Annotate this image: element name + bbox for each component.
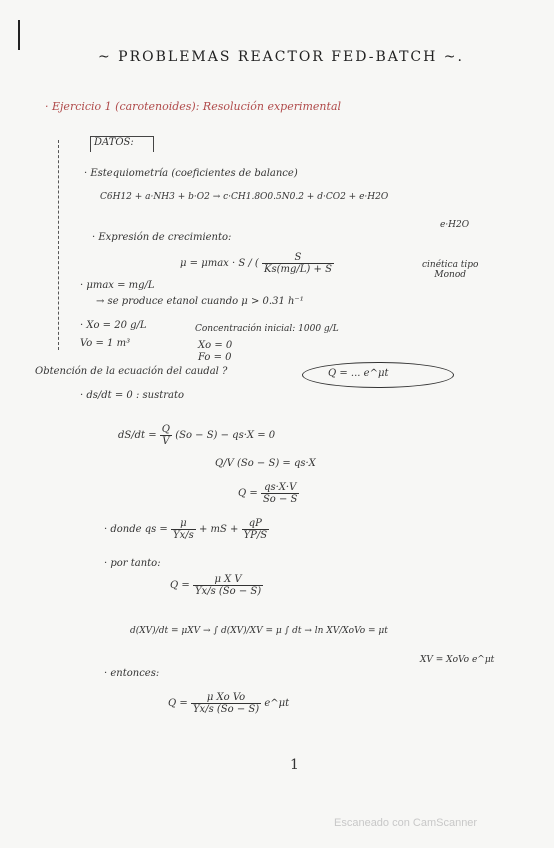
line-substrate: · ds/dt = 0 : sustrato xyxy=(80,390,185,401)
line-stoichiometry: · Estequiometría (coeficientes de balance) xyxy=(84,168,298,179)
margin-dashed-line xyxy=(58,140,60,350)
line-f0-zero: Fo = 0 xyxy=(198,352,232,363)
line-therefore: · por tanto: xyxy=(104,558,161,569)
line-ethanol: → se produce etanol cuando μ > 0.31 h⁻¹ xyxy=(96,296,304,307)
eq4-denominator: Yx/s (So − S) xyxy=(194,586,262,597)
monod-note-bottom: Monod xyxy=(434,270,467,280)
qs-fraction-1 xyxy=(171,518,196,541)
equation-qs xyxy=(104,518,269,541)
qs-lhs: · donde qs = xyxy=(104,524,168,535)
eq4-lhs: Q = xyxy=(170,580,190,591)
equation-3 xyxy=(238,482,299,505)
mu-equation xyxy=(180,252,334,275)
equation-4 xyxy=(170,574,263,597)
exercise-heading: · Ejercicio 1 (carotenoides): Resolución experimental xyxy=(45,100,342,113)
mu-numerator: S xyxy=(262,252,334,264)
eq5-lhs: d(XV)/dt = μXV → xyxy=(130,626,211,636)
line-growth-expression: · Expresión de crecimiento: xyxy=(92,232,232,243)
page-title: ~ PROBLEMAS REACTOR FED-BATCH ~. xyxy=(98,49,464,65)
monod-note-top: cinética tipo xyxy=(422,260,479,270)
line-then: · entonces: xyxy=(104,668,160,679)
monod-note xyxy=(420,260,480,280)
eq7-rhs: e^μt xyxy=(264,698,290,709)
eq1-rhs: (So − S) − qs·X = 0 xyxy=(175,430,276,441)
equation-7 xyxy=(168,692,289,715)
line-initial-conc: Concentración inicial: 1000 g/L xyxy=(195,324,339,334)
eq1-fraction xyxy=(160,424,172,447)
eq7-numerator: μ Xo Vo xyxy=(191,692,261,704)
eq5-mid: ∫ d(XV)/XV = μ ∫ dt xyxy=(213,626,302,636)
line-mumax: · μmax = mg/L xyxy=(80,280,155,291)
qs-denominator-1: Yx/s xyxy=(173,530,194,541)
page-number: 1 xyxy=(290,757,299,773)
eq4-numerator: μ X V xyxy=(193,574,263,586)
eq5-rhs: → ln XV/XoVo = μt xyxy=(304,626,388,636)
mu-lhs: μ = μmax · S / ( xyxy=(180,258,259,269)
eq3-numerator: qs·X·V xyxy=(261,482,299,494)
datos-label: DATOS: xyxy=(94,137,134,148)
qs-numerator-1: μ xyxy=(171,518,196,530)
line-reaction-cont: e·H2O xyxy=(440,220,470,230)
eq3-fraction xyxy=(261,482,299,505)
line-x0: · Xo = 20 g/L xyxy=(80,320,147,331)
equation-6: XV = XoVo e^μt xyxy=(420,655,495,665)
scanner-watermark: Escaneado con CamScanner xyxy=(334,817,478,829)
eq4-fraction xyxy=(193,574,263,597)
mu-fraction xyxy=(262,252,334,275)
line-flow-equation: Obtención de la ecuación del caudal ? xyxy=(35,366,228,377)
eq1-numerator: Q xyxy=(161,424,170,435)
line-v0: Vo = 1 m³ xyxy=(80,338,131,349)
eq1-denominator: V xyxy=(162,436,170,447)
eq7-denominator: Yx/s (So − S) xyxy=(192,704,260,715)
eq7-fraction xyxy=(191,692,261,715)
eq1-lhs: dS/dt = xyxy=(118,430,157,441)
qs-denominator-2: YP/S xyxy=(243,530,268,541)
line-x0-zero: Xo = 0 xyxy=(198,340,233,351)
eq3-lhs: Q = xyxy=(238,488,258,499)
equation-1 xyxy=(118,424,275,447)
qs-middle: + mS + xyxy=(198,524,239,535)
margin-mark xyxy=(18,20,20,50)
qs-fraction-2 xyxy=(242,518,270,541)
line-reaction: C6H12 + a·NH3 + b·O2 → c·CH1.8O0.5N0.2 + d·CO2 + e·H2O xyxy=(100,192,389,202)
eq7-lhs: Q = xyxy=(168,698,188,709)
eq3-denominator: So − S xyxy=(262,494,298,505)
equation-2: Q/V (So − S) = qs·X xyxy=(215,458,316,469)
mu-denominator: Ks(mg/L) + S xyxy=(264,264,332,275)
ellipse-text: Q = ... e^μt xyxy=(328,368,389,379)
qs-numerator-2: qP xyxy=(242,518,270,530)
equation-5 xyxy=(130,626,388,636)
